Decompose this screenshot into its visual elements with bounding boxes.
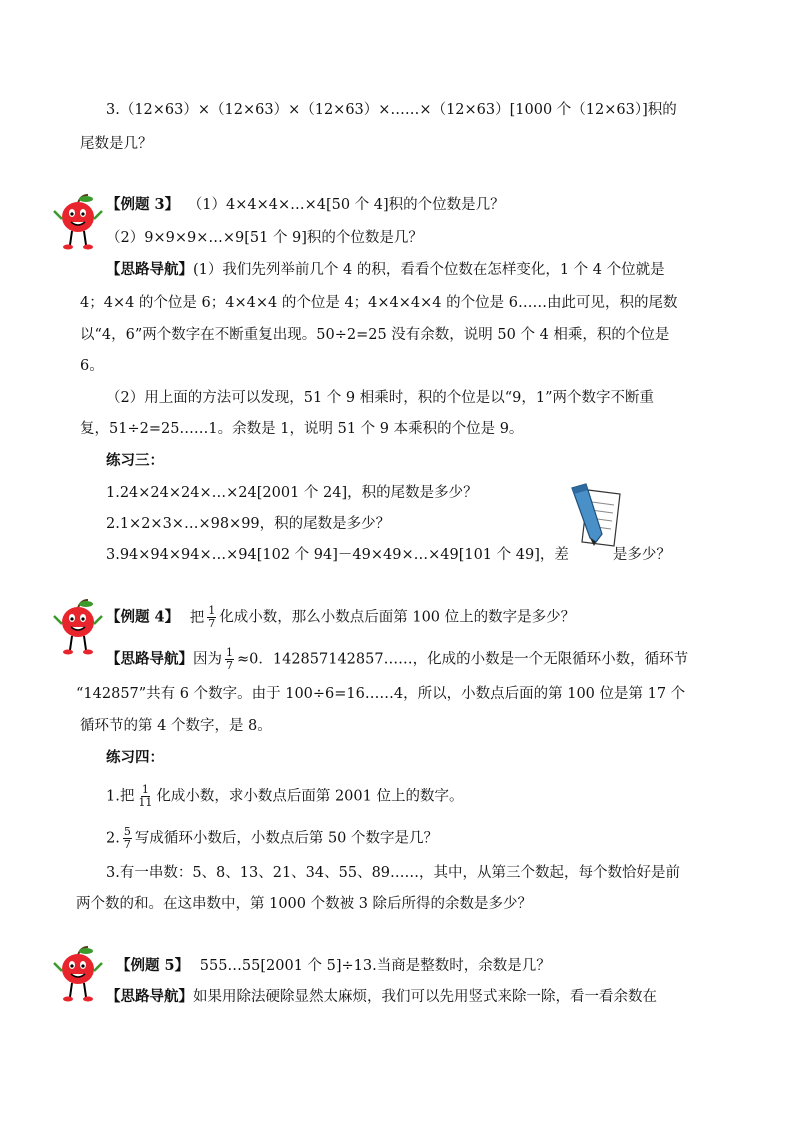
example-3-guide-6: 复，51÷2=25……1。余数是 1，说明 51 个 9 本乘积的个位是 9。 — [80, 421, 524, 437]
problem-3-line-1: 3.（12×63）×（12×63）×（12×63）×……×（12×63）[1000 个（12×63）]积的 — [106, 102, 677, 118]
practice-4-item-1 — [106, 784, 463, 809]
example-4-guide-2: “142857”共有 6 个数字。由于 100÷6=16……4，所以，小数点后面的第 100 位是第 17 个 — [76, 686, 686, 702]
guide-text: ≈0．142857142857……，化成的小数是一个无限循环小数，循环节 — [237, 651, 689, 668]
example-4-guide-3: 循环节的第 4 个数字，是 8。 — [80, 718, 272, 734]
practice-3-title: 练习三： — [106, 452, 164, 469]
example-4-guide-1 — [106, 647, 688, 672]
example-3-tag: 【例题 3】 — [106, 196, 180, 213]
practice-3-item-3-text: 3.94×94×94×…×94[102 个 94]－49×49×…×49[101 个 49]，差 — [106, 547, 569, 563]
fraction-5-7: $\frac{5}{7}$ — [123, 825, 131, 851]
example-3-guide-4: 6。 — [80, 358, 104, 374]
guide-tag: 【思路导航】 — [106, 261, 193, 278]
example-3-guide-5: （2）用上面的方法可以发现，51 个 9 相乘时，积的个位是以“9，1”两个数字不断重 — [106, 390, 655, 406]
example-5-question — [116, 956, 551, 976]
example-3-q1 — [106, 195, 505, 215]
example-5-q: 555…55[2001 个 5]÷13.当商是整数时，余数是几？ — [199, 958, 551, 974]
apple-mascot-icon — [50, 945, 106, 1005]
pencil-paper-icon — [566, 480, 624, 550]
fraction-1-7: $\frac{1}{7}$ — [226, 646, 233, 672]
practice-4-item-1-post: 化成小数，求小数点后面第 2001 位上的数字。 — [156, 788, 464, 805]
practice-4-item-2-pre: 2. — [106, 830, 120, 847]
fraction-1-11: $\frac{1}{11}$ — [138, 783, 153, 809]
practice-4-item-1-pre: 1.把 — [106, 788, 135, 805]
guide-tag: 【思路导航】 — [106, 650, 193, 668]
example-4-q-post: 化成小数，那么小数点后面第 100 位上的数字是多少？ — [219, 609, 576, 626]
example-3-guide-2: 4；4×4 的个位是 6；4×4×4 的个位是 4；4×4×4×4 的个位是 6……由此可见，积的尾数 — [80, 295, 678, 311]
example-3-guide-3: 以“4，6”两个数字在不断重复出现。50÷2=25 没有余数，说明 50 个 4 相乘，积的个位是 — [80, 327, 670, 343]
practice-3-item-1: 1.24×24×24×…×24[2001 个 24]，积的尾数是多少？ — [106, 485, 478, 501]
guide-text: 如果用除法硬除显然太麻烦，我们可以先用竖式来除一除，看一看余数在 — [193, 989, 657, 1005]
practice-4-item-3-line-1: 3.有一串数：5、8、13、21、34、55、89……，其中，从第三个数起，每个数恰好是前 — [106, 865, 681, 881]
example-3-question-1: （1）4×4×4×…×4[50 个 4]积的个位数是几？ — [187, 197, 505, 213]
guide-text: (1）我们先列举前几个 4 的积，看看个位数在怎样变化，1 个 4 个位就是 — [193, 262, 665, 278]
practice-4-item-2 — [106, 826, 438, 851]
guide-tag: 【思路导航】 — [106, 988, 193, 1005]
example-5-guide-1 — [106, 987, 657, 1007]
practice-3-item-2: 2.1×2×3×…×98×99，积的尾数是多少？ — [106, 516, 391, 532]
problem-3-line-2: 尾数是几？ — [80, 136, 153, 152]
practice-4-title: 练习四： — [106, 749, 164, 766]
example-5-tag: 【例题 5】 — [116, 957, 190, 974]
practice-4-item-3-line-2: 两个数的和。在这串数中，第 1000 个数被 3 除后所得的余数是多少？ — [76, 896, 533, 912]
example-4-q-pre: 把 — [189, 609, 205, 626]
example-4-question — [106, 605, 575, 630]
practice-3-item-3-end: 是多少？ — [612, 547, 671, 563]
fraction-1-7: $\frac{1}{7}$ — [208, 604, 216, 630]
guide-text: 因为 — [193, 651, 222, 668]
example-3-question-2: （2）9×9×9×…×9[51 个 9]积的个位数是几？ — [106, 230, 423, 246]
apple-mascot-icon — [50, 193, 106, 253]
practice-4-item-2-post: 写成循环小数后，小数点后第 50 个数字是几？ — [134, 830, 439, 847]
apple-mascot-icon — [50, 598, 106, 658]
example-4-tag: 【例题 4】 — [106, 608, 180, 626]
example-3-guide-1 — [106, 260, 665, 280]
